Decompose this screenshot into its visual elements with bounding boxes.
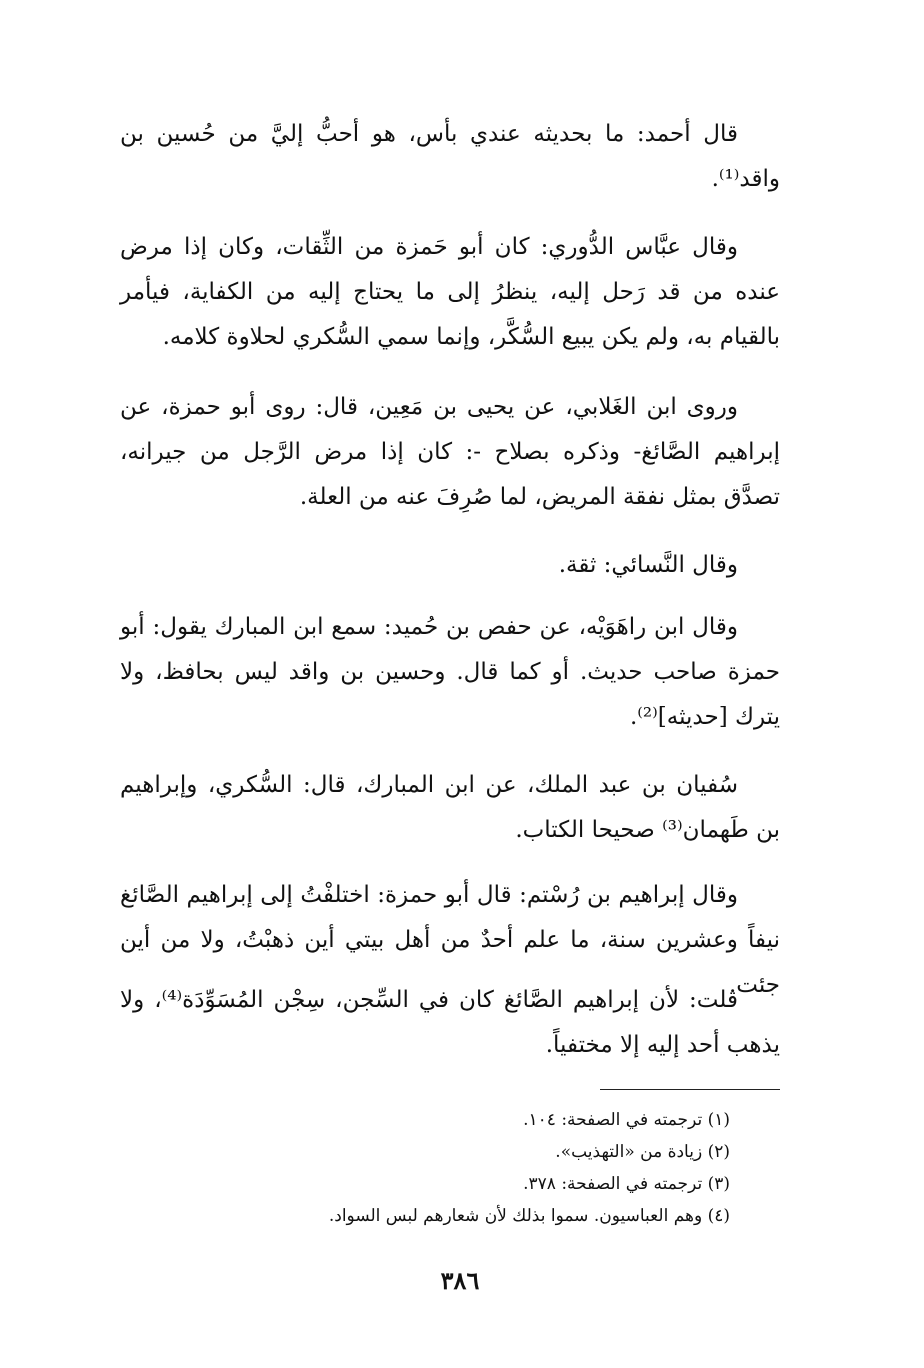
paragraph-ibn-rahawayh [120, 605, 780, 740]
footnote-separator [600, 1089, 780, 1090]
paragraph-alnasai [120, 543, 780, 588]
page-number: ٣٨٦ [440, 1266, 480, 1295]
paragraph-text: قال أحمد: ما بحديثه عندي بأس، هو أحبُّ إليَّ من حُسين بن واقد⁽¹⁾. [120, 121, 780, 192]
paragraph-text: وقال عبَّاس الدُّوري: كان أبو حَمزة من الثِّقات، وكان إذا مرض عنده من قد رَحل إليه، ينظرُ إلى ما يحتاج إليه من الكفاية، فيأمر بالقيام به، ولم يكن يبيع السُّكَّر، وإنما سمي السُّكري لحلاوة كلامه. [120, 234, 780, 350]
footnote-3: (٣) ترجمته في الصفحة: ٣٧٨. [523, 1174, 730, 1194]
paragraph-text: وروى ابن الغَلابي، عن يحيى بن مَعِين، قال: روى أبو حمزة، عن إبراهيم الصَّائغ- وذكره بصلاح -: كان إذا مرض الرَّجل من جيرانه، تصدَّق بمثل نفقة المريض، لما صُرِفَ عنه من العلة. [120, 394, 780, 510]
footnote-1: (١) ترجمته في الصفحة: ١٠٤. [523, 1110, 730, 1130]
paragraph-sufyan [120, 763, 780, 853]
paragraph-ibn-alghalabi [120, 385, 780, 520]
footnote-2: (٢) زيادة من «التهذيب». [555, 1142, 730, 1162]
paragraph-text: وقال إبراهيم بن رُسْتم: قال أبو حمزة: اختلفْتُ إلى إبراهيم الصَّائغ نيفاً وعشرين سنة، ما علم أحدٌ من أهل بيتي أين ذهبْتُ، ولا من أين جئت. [120, 882, 780, 998]
paragraph-abbas-aldouri [120, 225, 780, 360]
paragraph-author-note [120, 978, 780, 1068]
paragraph-text: سُفيان بن عبد الملك، عن ابن المبارك، قال: السُّكري، وإبراهيم بن طَهمان⁽³⁾ صحيحا الكتاب. [120, 772, 780, 843]
footnote-4: (٤) وهم العباسيون. سموا بذلك لأن شعارهم لبس السواد. [328, 1206, 730, 1226]
paragraph-ahmad [120, 112, 780, 202]
paragraph-text: وقال ابن راهَوَيْه، عن حفص بن حُميد: سمع ابن المبارك يقول: أبو حمزة صاحب حديث. أو كما قال. وحسين بن واقد ليس بحافظ، ولا يترك [حديثه]⁽²⁾. [120, 614, 780, 730]
paragraph-text: قلت: لأن إبراهيم الصَّائغ كان في السِّجن، سِجْن المُسَوِّدَة⁽⁴⁾، ولا يذهب أحد إليه إلا مختفياً. [120, 987, 780, 1058]
footnotes [120, 1104, 730, 1232]
paragraph-text: وقال النَّسائي: ثقة. [558, 552, 738, 578]
